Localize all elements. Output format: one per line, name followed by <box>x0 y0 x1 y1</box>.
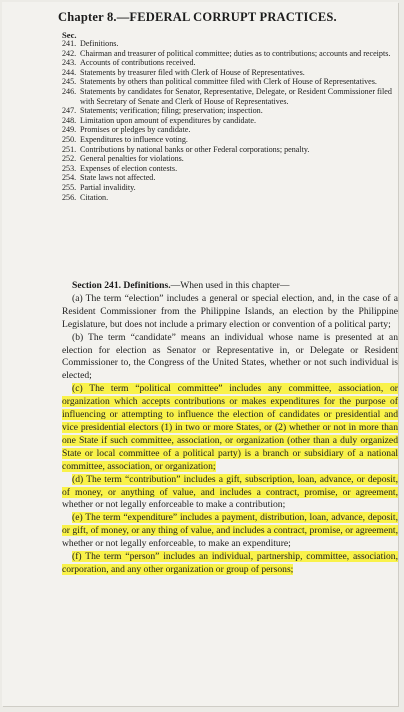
toc-section-title: Citation. <box>80 192 109 202</box>
toc-entry <box>62 39 392 49</box>
toc-entry <box>62 116 392 126</box>
toc-section-number: 248. <box>62 115 77 125</box>
toc-section-title: Accounts of contributions received. <box>80 58 196 68</box>
toc-section-number: 256. <box>62 192 77 202</box>
toc-section-title: Chairman and treasurer of political committee; duties as to contributions; accounts and receipts. <box>80 48 391 58</box>
toc-section-number: 255. <box>62 182 77 192</box>
highlighted-text: (c) The term “political committee” includes any committee, association, or organization which accepts contributions or makes expenditures for the purpose of influencing or attempting to influence the election of candidates or presidential and vice presidential electors (1) in two or more States, or (2) whether or not in more than one State if such committee, association, or organization (other than a duly organized State or local committee of a political party) is a branch or subsidiary of a national committee, association, or organization; <box>62 383 398 472</box>
toc-section-number: 241. <box>62 39 77 48</box>
sec-column-label: Sec. <box>62 30 77 40</box>
section-241-body <box>62 280 398 577</box>
toc-entry <box>62 193 392 203</box>
toc-entry <box>62 58 392 68</box>
toc-entry <box>62 49 392 59</box>
toc-section-title: Definitions. <box>80 39 119 48</box>
toc-entry <box>62 183 392 193</box>
toc-section-title: Statements by treasurer filed with Clerk of House of Representatives. <box>80 67 305 77</box>
toc-section-number: 254. <box>62 173 77 183</box>
toc-entry <box>62 145 392 155</box>
toc-section-number: 243. <box>62 58 77 68</box>
toc-section-title: Statements; verification; filing; preservation; inspection. <box>80 106 263 116</box>
plain-text: whether or not legally enforceable, to make an expenditure; <box>62 538 291 550</box>
definition-political-committee <box>62 383 398 473</box>
highlighted-text: (e) The term “expenditure” includes a payment, distribution, loan, advance, deposit, or gift, of money, or any thing of value, and includes a contract, promise, or agreement, <box>62 512 398 537</box>
definition-contribution <box>62 474 398 513</box>
toc-entry <box>62 164 392 174</box>
toc-section-title: State laws not affected. <box>80 173 156 183</box>
toc-section-number: 249. <box>62 125 77 135</box>
toc-section-number: 253. <box>62 163 77 173</box>
chapter-title: Chapter 8.—FEDERAL CORRUPT PRACTICES. <box>58 10 337 24</box>
toc-section-number: 246. <box>62 86 77 96</box>
plain-text: whether or not legally enforceable to make a contribution; <box>62 499 286 511</box>
toc-entry <box>62 68 392 78</box>
toc-section-number: 250. <box>62 134 77 144</box>
highlighted-text: (f) The term “person” includes an individual, partnership, committee, association, corporation, and any other organization or group of persons; <box>62 551 398 575</box>
toc-section-number: 245. <box>62 77 77 87</box>
definition-election: (a) The term “election” includes a general or special election, and, in the case of a Resident Commissioner from the Philippine Islands, an election by the Philippine Legislature, but does not include a primary election or convention of a political party; <box>62 292 398 330</box>
document-page <box>2 2 398 706</box>
highlighted-text: (d) The term “contribution” includes a gift, subscription, loan, advance, or deposit, of money, or anything of value, and includes a contract, promise, or agreement, <box>62 473 398 498</box>
section-intro-text: —When used in this chapter— <box>170 280 290 291</box>
toc-section-number: 251. <box>62 144 77 154</box>
toc-section-title: Statements by candidates for Senator, Representative, Delegate, or Resident Commissioner filed with Secretary of Senate and Clerk of House of Representatives. <box>80 86 392 106</box>
toc-entry <box>62 154 392 164</box>
toc-section-number: 252. <box>62 154 77 164</box>
toc-entry <box>62 125 392 135</box>
toc-entry <box>62 106 392 116</box>
definition-expenditure <box>62 512 398 551</box>
section-heading: Section 241. Definitions. <box>72 280 171 291</box>
definition-candidate: (b) The term “candidate” means an individual whose name is presented at an election for election as Senator or Representative in, or Delegate or Resident Commissioner to, the Congress of the United States, whether or not such individual is elected; <box>62 331 398 382</box>
section-241-intro <box>62 280 398 293</box>
toc-section-title: General penalties for violations. <box>80 154 184 164</box>
toc-entry <box>62 173 392 183</box>
toc-entry <box>62 135 392 145</box>
toc-section-title: Contributions by national banks or other Federal corporations; penalty. <box>80 144 310 154</box>
toc-entry <box>62 77 392 87</box>
toc-entry <box>62 87 392 106</box>
toc-section-number: 244. <box>62 67 77 77</box>
toc-section-number: 242. <box>62 48 77 58</box>
toc-section-title: Partial invalidity. <box>80 182 136 192</box>
definition-person <box>62 551 398 577</box>
toc-section-title: Promises or pledges by candidate. <box>80 125 191 135</box>
toc-section-title: Statements by others than political committee filed with Clerk of House of Representatives. <box>80 77 377 87</box>
toc-section-title: Expenses of election contests. <box>80 163 178 173</box>
toc-section-title: Limitation upon amount of expenditures by candidate. <box>80 115 256 125</box>
section-index <box>62 39 392 202</box>
toc-section-number: 247. <box>62 106 77 116</box>
toc-section-title: Expenditures to influence voting. <box>80 134 188 144</box>
